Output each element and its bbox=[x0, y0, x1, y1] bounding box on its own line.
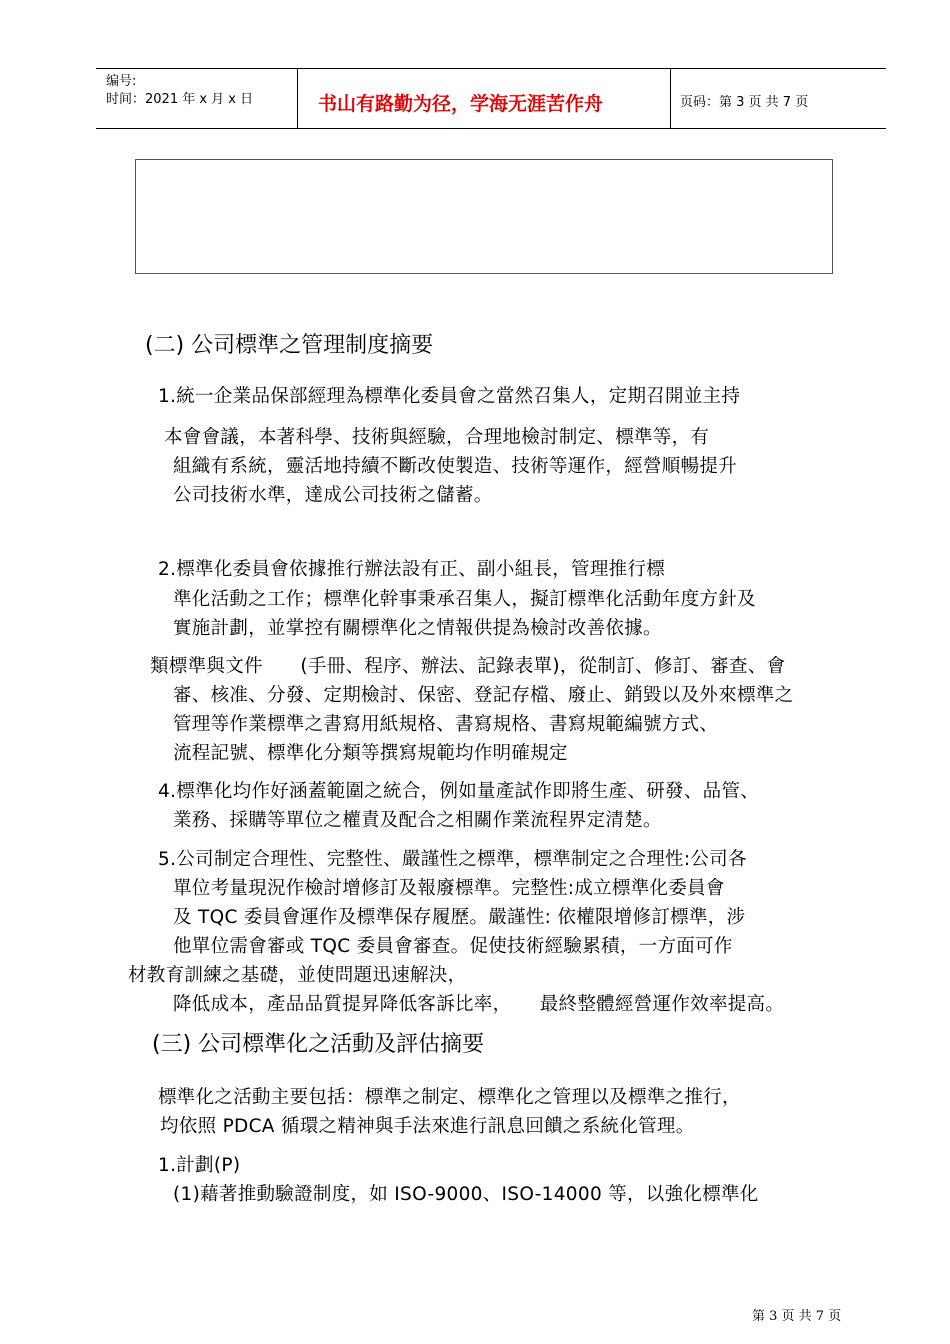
section2-line: 降低成本，產品品質提昇降低客訴比率， 最終整體經營運作效率提高。 bbox=[173, 994, 785, 1015]
section2-line: 實施計劃，並掌控有關標準化之情報供提為檢討改善依據。 bbox=[173, 618, 662, 639]
header-motto: 书山有路勤为径，学海无涯苦作舟 bbox=[318, 93, 604, 115]
header-time: 时间：2021 年 x 月 x 日 bbox=[106, 92, 254, 107]
section2-line: 管理等作業標準之書寫用紙規格、書寫規格、書寫規範編號方式、 bbox=[173, 714, 719, 735]
section2-line: 單位考量現況作檢討增修訂及報廢標準。完整性:成立標準化委員會 bbox=[173, 878, 725, 899]
blank-box bbox=[135, 159, 833, 274]
section2-line: 審、核准、分發、定期檢討、保密、登記存檔、廢止、銷毀以及外來標準之 bbox=[173, 685, 794, 706]
header-top-rule bbox=[96, 68, 886, 69]
section2-line: 業務、採購等單位之權責及配合之相關作業流程界定清楚。 bbox=[173, 810, 662, 831]
section2-line: 準化活動之工作；標準化幹事秉承召集人，擬訂標準化活動年度方針及 bbox=[173, 589, 756, 610]
header-number-label: 编号: bbox=[106, 74, 137, 89]
section2-line: 及 TQC 委員會運作及標準保存履歷。嚴謹性: 依權限增修訂標準，涉 bbox=[173, 907, 746, 928]
footer-page-number: 第 3 页 共 7 页 bbox=[752, 1309, 842, 1324]
section3-heading: (三) 公司標準化之活動及評估摘要 bbox=[152, 1032, 485, 1057]
section2-line: 1.統一企業品保部經理為標準化委員會之當然召集人，定期召開並主持 bbox=[158, 386, 741, 407]
header-divider-right bbox=[670, 68, 671, 129]
section3-line: (1)藉著推動驗證制度，如 ISO-9000、ISO-14000 等，以強化標準化 bbox=[173, 1184, 759, 1205]
section2-line: 類標準與文件 (手冊、程序、辦法、記錄表單)，從制訂、修訂、審查、會 bbox=[150, 656, 786, 677]
section2-line: 流程記號、標準化分類等撰寫規範均作明確規定 bbox=[173, 743, 568, 764]
header-page-info: 页码：第 3 页 共 7 页 bbox=[680, 95, 809, 110]
section2-line: 2.標準化委員會依據推行辦法設有正、副小組長，管理推行標 bbox=[158, 559, 666, 580]
section2-line: 公司技術水準，達成公司技術之儲蓄。 bbox=[173, 485, 493, 506]
section2-line: 4.標準化均作好涵蓋範圍之統合，例如量產試作即將生產、研發、品管、 bbox=[158, 781, 760, 802]
section2-line: 5.公司制定合理性、完整性、嚴謹性之標準，標準制定之合理性:公司各 bbox=[158, 849, 747, 870]
section2-line: 組織有系統，靈活地持續不斷改使製造、技術等運作，經營順暢提升 bbox=[173, 456, 738, 477]
header-divider-left bbox=[297, 68, 298, 129]
section2-heading: (二) 公司標準之管理制度摘要 bbox=[145, 333, 434, 358]
header-bottom-rule bbox=[96, 128, 886, 129]
section2-line: 材教育訓練之基礎，並使問題迅速解決， bbox=[128, 965, 467, 986]
section3-line: 均依照 PDCA 循環之精神與手法來進行訊息回饋之系統化管理。 bbox=[160, 1116, 695, 1137]
section3-line: 1.計劃(P) bbox=[158, 1155, 241, 1176]
section3-line: 標準化之活動主要包括：標準之制定、標準化之管理以及標準之推行， bbox=[158, 1087, 741, 1108]
section2-line: 本會會議，本著科學、技術與經驗，合理地檢討制定、標準等，有 bbox=[164, 427, 710, 448]
section2-line: 他單位需會審或 TQC 委員會審查。促使技術經驗累積，一方面可作 bbox=[173, 936, 733, 957]
